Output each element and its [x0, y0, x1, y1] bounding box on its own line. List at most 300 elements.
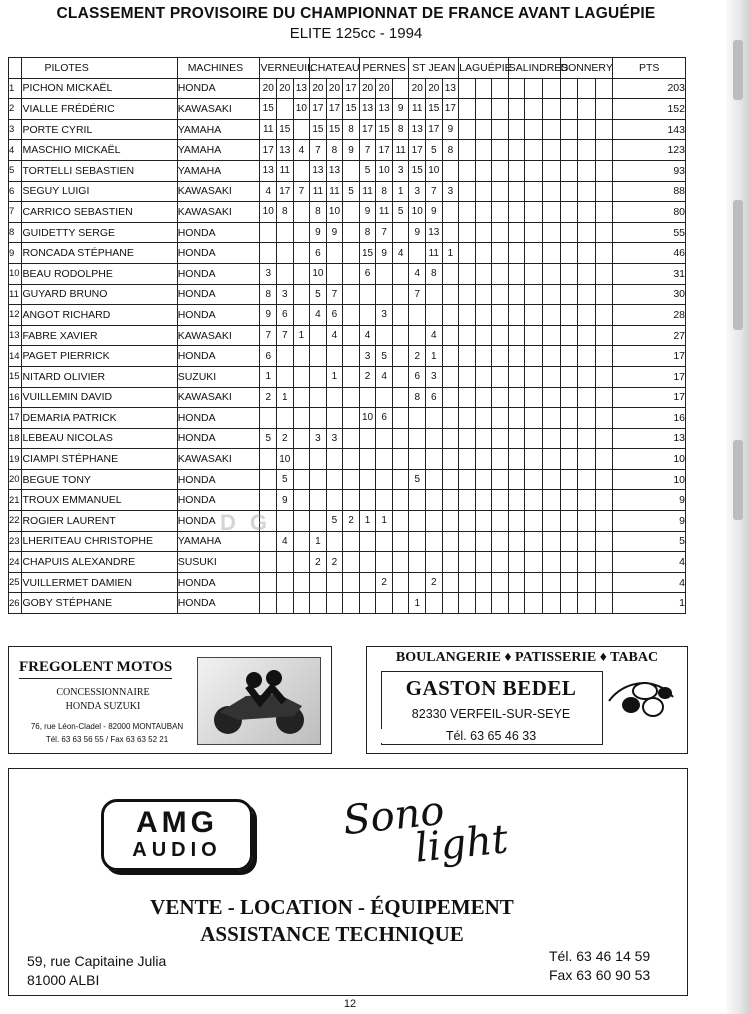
empty-score-cell	[525, 366, 543, 387]
empty-score-cell	[595, 325, 613, 346]
empty-score-cell	[508, 222, 525, 243]
empty-score-cell	[459, 222, 476, 243]
rank-cell: 21	[9, 490, 22, 511]
score-cell: 15	[409, 160, 426, 181]
empty-score-cell	[525, 140, 543, 161]
score-cell	[293, 263, 310, 284]
empty-score-cell	[492, 366, 509, 387]
empty-score-cell	[525, 78, 543, 99]
empty-score-cell	[542, 469, 560, 490]
amg-slogan-2: ASSISTANCE TECHNIQUE	[200, 922, 464, 946]
score-cell	[392, 346, 409, 367]
score-cell	[277, 99, 294, 120]
table-row	[9, 387, 686, 408]
score-cell	[359, 469, 376, 490]
machine-cell: HONDA	[177, 511, 260, 532]
empty-score-cell	[508, 305, 525, 326]
score-cell: 8	[260, 284, 277, 305]
score-cell	[392, 78, 409, 99]
rank-cell: 1	[9, 78, 22, 99]
empty-score-cell	[475, 428, 492, 449]
pilot-name-cell: PICHON MICKAËL	[22, 78, 177, 99]
score-cell	[392, 325, 409, 346]
machine-cell: SUZUKI	[177, 366, 260, 387]
empty-score-cell	[525, 387, 543, 408]
header-event: PERNES	[359, 58, 409, 79]
score-cell	[293, 202, 310, 223]
score-cell	[343, 366, 360, 387]
score-cell	[343, 346, 360, 367]
empty-score-cell	[595, 572, 613, 593]
empty-score-cell	[595, 469, 613, 490]
ad-fregolent-line1: CONCESSIONNAIRE	[56, 687, 150, 698]
empty-score-cell	[560, 366, 578, 387]
empty-score-cell	[475, 202, 492, 223]
points-cell: 46	[613, 243, 686, 264]
score-cell	[392, 408, 409, 429]
empty-score-cell	[595, 366, 613, 387]
machine-cell: HONDA	[177, 593, 260, 614]
empty-score-cell	[525, 593, 543, 614]
points-cell: 152	[613, 99, 686, 120]
score-cell: 3	[442, 181, 459, 202]
score-cell: 4	[260, 181, 277, 202]
score-cell	[442, 552, 459, 573]
score-cell	[442, 511, 459, 532]
pilot-name-cell: PAGET PIERRICK	[22, 346, 177, 367]
score-cell: 10	[426, 160, 443, 181]
score-cell: 20	[359, 78, 376, 99]
score-cell: 11	[310, 181, 327, 202]
score-cell	[293, 511, 310, 532]
empty-score-cell	[560, 449, 578, 470]
empty-score-cell	[492, 263, 509, 284]
score-cell	[359, 387, 376, 408]
pilot-name-cell: CHAPUIS ALEXANDRE	[22, 552, 177, 573]
empty-score-cell	[578, 140, 596, 161]
empty-score-cell	[578, 346, 596, 367]
score-cell	[426, 449, 443, 470]
pilot-name-cell: VUILLERMET DAMIEN	[22, 572, 177, 593]
score-cell	[392, 490, 409, 511]
score-cell	[326, 243, 343, 264]
pilot-name-cell: GUYARD BRUNO	[22, 284, 177, 305]
empty-score-cell	[475, 572, 492, 593]
score-cell: 6	[260, 346, 277, 367]
empty-score-cell	[492, 202, 509, 223]
empty-score-cell	[475, 284, 492, 305]
score-cell	[392, 428, 409, 449]
score-cell	[326, 449, 343, 470]
machine-cell: KAWASAKI	[177, 325, 260, 346]
score-cell: 17	[343, 78, 360, 99]
empty-score-cell	[560, 119, 578, 140]
machine-cell: KAWASAKI	[177, 387, 260, 408]
score-cell: 6	[409, 366, 426, 387]
empty-score-cell	[578, 366, 596, 387]
empty-score-cell	[508, 284, 525, 305]
score-cell	[277, 572, 294, 593]
empty-score-cell	[475, 222, 492, 243]
pilot-name-cell: RONCADA STÉPHANE	[22, 243, 177, 264]
score-cell: 7	[293, 181, 310, 202]
empty-score-cell	[459, 511, 476, 532]
score-cell: 13	[409, 119, 426, 140]
score-cell	[442, 284, 459, 305]
empty-score-cell	[595, 263, 613, 284]
score-cell: 8	[442, 140, 459, 161]
score-cell: 8	[409, 387, 426, 408]
score-cell	[277, 593, 294, 614]
score-cell: 9	[260, 305, 277, 326]
empty-score-cell	[578, 202, 596, 223]
pilot-name-cell: PORTE CYRIL	[22, 119, 177, 140]
score-cell: 2	[326, 552, 343, 573]
score-cell: 7	[376, 222, 393, 243]
empty-score-cell	[578, 469, 596, 490]
empty-score-cell	[595, 531, 613, 552]
ad-bedel-header: BOULANGERIE ♦ PATISSERIE ♦ TABAC	[395, 650, 659, 665]
score-cell: 6	[326, 305, 343, 326]
score-cell	[426, 408, 443, 429]
header-pts: PTS	[613, 58, 686, 79]
score-cell	[442, 160, 459, 181]
score-cell: 8	[326, 140, 343, 161]
score-cell	[293, 469, 310, 490]
score-cell	[376, 469, 393, 490]
score-cell: 6	[376, 408, 393, 429]
empty-score-cell	[459, 284, 476, 305]
score-cell: 20	[277, 78, 294, 99]
score-cell	[260, 552, 277, 573]
empty-score-cell	[578, 99, 596, 120]
score-cell: 9	[409, 222, 426, 243]
empty-score-cell	[560, 593, 578, 614]
score-cell: 17	[326, 99, 343, 120]
empty-score-cell	[459, 202, 476, 223]
score-cell	[392, 263, 409, 284]
score-cell	[409, 305, 426, 326]
empty-score-cell	[459, 263, 476, 284]
empty-score-cell	[525, 469, 543, 490]
score-cell: 10	[326, 202, 343, 223]
points-cell: 17	[613, 346, 686, 367]
score-cell: 11	[376, 202, 393, 223]
rank-cell: 5	[9, 160, 22, 181]
empty-score-cell	[542, 449, 560, 470]
points-cell: 4	[613, 552, 686, 573]
empty-score-cell	[560, 490, 578, 511]
empty-score-cell	[578, 181, 596, 202]
rank-cell: 19	[9, 449, 22, 470]
empty-score-cell	[542, 305, 560, 326]
score-cell	[326, 263, 343, 284]
empty-score-cell	[560, 387, 578, 408]
empty-score-cell	[595, 593, 613, 614]
header-event: CHATEAU	[310, 58, 360, 79]
score-cell	[260, 511, 277, 532]
score-cell	[442, 346, 459, 367]
empty-score-cell	[492, 78, 509, 99]
score-cell	[293, 243, 310, 264]
header-machines: MACHINES	[177, 58, 260, 79]
score-cell: 6	[310, 243, 327, 264]
empty-score-cell	[508, 202, 525, 223]
empty-score-cell	[542, 531, 560, 552]
empty-score-cell	[475, 531, 492, 552]
score-cell	[392, 284, 409, 305]
points-cell: 55	[613, 222, 686, 243]
empty-score-cell	[525, 408, 543, 429]
table-row	[9, 552, 686, 573]
empty-score-cell	[475, 387, 492, 408]
rank-cell: 12	[9, 305, 22, 326]
table-row	[9, 511, 686, 532]
empty-score-cell	[542, 572, 560, 593]
empty-score-cell	[578, 160, 596, 181]
machine-cell: KAWASAKI	[177, 202, 260, 223]
empty-score-cell	[492, 305, 509, 326]
rank-cell: 18	[9, 428, 22, 449]
empty-score-cell	[595, 202, 613, 223]
score-cell: 20	[310, 78, 327, 99]
rank-cell: 7	[9, 202, 22, 223]
score-cell: 2	[376, 572, 393, 593]
table-row	[9, 408, 686, 429]
score-cell	[343, 572, 360, 593]
empty-score-cell	[542, 387, 560, 408]
score-cell	[343, 428, 360, 449]
machine-cell: YAMAHA	[177, 119, 260, 140]
score-cell: 9	[277, 490, 294, 511]
empty-score-cell	[542, 428, 560, 449]
empty-score-cell	[578, 305, 596, 326]
machine-cell: HONDA	[177, 572, 260, 593]
amg-address-1: 59, rue Capitaine Julia	[27, 953, 167, 969]
rank-cell: 14	[9, 346, 22, 367]
empty-score-cell	[525, 572, 543, 593]
score-cell: 4	[277, 531, 294, 552]
table-row	[9, 572, 686, 593]
score-cell: 2	[343, 511, 360, 532]
empty-score-cell	[508, 552, 525, 573]
score-cell: 13	[376, 99, 393, 120]
empty-score-cell	[560, 469, 578, 490]
score-cell: 13	[442, 78, 459, 99]
empty-score-cell	[560, 243, 578, 264]
score-cell	[310, 449, 327, 470]
table-row	[9, 531, 686, 552]
empty-score-cell	[475, 346, 492, 367]
empty-score-cell	[525, 511, 543, 532]
score-cell	[343, 263, 360, 284]
score-cell	[343, 202, 360, 223]
empty-score-cell	[508, 325, 525, 346]
amg-address-2: 81000 ALBI	[27, 972, 100, 988]
score-cell	[293, 346, 310, 367]
rank-cell: 9	[9, 243, 22, 264]
score-cell	[392, 511, 409, 532]
score-cell: 4	[359, 325, 376, 346]
score-cell: 17	[376, 140, 393, 161]
rank-cell: 8	[9, 222, 22, 243]
score-cell	[392, 531, 409, 552]
empty-score-cell	[560, 552, 578, 573]
score-cell: 3	[277, 284, 294, 305]
empty-score-cell	[508, 490, 525, 511]
empty-score-cell	[560, 346, 578, 367]
score-cell	[392, 552, 409, 573]
score-cell: 5	[392, 202, 409, 223]
empty-score-cell	[525, 202, 543, 223]
empty-score-cell	[595, 99, 613, 120]
pilot-name-cell: CIAMPI STÉPHANE	[22, 449, 177, 470]
table-row	[9, 263, 686, 284]
empty-score-cell	[459, 305, 476, 326]
rank-cell: 22	[9, 511, 22, 532]
empty-score-cell	[595, 346, 613, 367]
pilot-name-cell: LEBEAU NICOLAS	[22, 428, 177, 449]
points-cell: 123	[613, 140, 686, 161]
empty-score-cell	[560, 181, 578, 202]
pilot-name-cell: ROGIER LAURENT	[22, 511, 177, 532]
empty-score-cell	[459, 387, 476, 408]
score-cell: 6	[426, 387, 443, 408]
empty-score-cell	[492, 387, 509, 408]
score-cell	[343, 469, 360, 490]
score-cell	[442, 366, 459, 387]
machine-cell: HONDA	[177, 346, 260, 367]
points-cell: 13	[613, 428, 686, 449]
score-cell	[376, 428, 393, 449]
score-cell: 15	[277, 119, 294, 140]
empty-score-cell	[459, 181, 476, 202]
score-cell: 20	[260, 78, 277, 99]
empty-score-cell	[542, 346, 560, 367]
machine-cell: YAMAHA	[177, 160, 260, 181]
score-cell: 10	[260, 202, 277, 223]
empty-score-cell	[560, 511, 578, 532]
score-cell: 1	[260, 366, 277, 387]
empty-score-cell	[459, 428, 476, 449]
empty-score-cell	[475, 78, 492, 99]
empty-score-cell	[525, 305, 543, 326]
empty-score-cell	[542, 78, 560, 99]
score-cell	[293, 366, 310, 387]
pilot-name-cell: TROUX EMMANUEL	[22, 490, 177, 511]
score-cell: 13	[277, 140, 294, 161]
empty-score-cell	[492, 490, 509, 511]
rank-cell: 6	[9, 181, 22, 202]
score-cell: 8	[426, 263, 443, 284]
empty-score-cell	[492, 511, 509, 532]
score-cell	[293, 305, 310, 326]
score-cell: 1	[293, 325, 310, 346]
score-cell	[293, 593, 310, 614]
score-cell	[293, 490, 310, 511]
empty-score-cell	[542, 160, 560, 181]
score-cell	[359, 428, 376, 449]
score-cell	[343, 284, 360, 305]
empty-score-cell	[492, 572, 509, 593]
score-cell	[326, 531, 343, 552]
page-number: 12	[343, 998, 357, 1010]
empty-score-cell	[525, 449, 543, 470]
machine-cell: HONDA	[177, 408, 260, 429]
empty-score-cell	[492, 243, 509, 264]
empty-score-cell	[560, 160, 578, 181]
empty-score-cell	[475, 408, 492, 429]
rank-cell: 4	[9, 140, 22, 161]
empty-score-cell	[542, 325, 560, 346]
score-cell: 13	[326, 160, 343, 181]
score-cell: 8	[359, 222, 376, 243]
score-cell	[442, 572, 459, 593]
score-cell	[310, 366, 327, 387]
empty-score-cell	[595, 552, 613, 573]
empty-score-cell	[595, 140, 613, 161]
score-cell: 4	[392, 243, 409, 264]
score-cell: 3	[392, 160, 409, 181]
empty-score-cell	[475, 593, 492, 614]
empty-score-cell	[560, 325, 578, 346]
table-row	[9, 140, 686, 161]
empty-score-cell	[492, 222, 509, 243]
empty-score-cell	[508, 387, 525, 408]
empty-score-cell	[578, 593, 596, 614]
score-cell: 20	[426, 78, 443, 99]
machine-cell: HONDA	[177, 263, 260, 284]
header-event: ST JEAN	[409, 58, 459, 79]
score-cell: 5	[426, 140, 443, 161]
score-cell	[260, 243, 277, 264]
score-cell: 11	[260, 119, 277, 140]
score-cell	[359, 449, 376, 470]
score-cell: 15	[310, 119, 327, 140]
score-cell	[409, 511, 426, 532]
empty-score-cell	[459, 469, 476, 490]
empty-score-cell	[525, 284, 543, 305]
points-cell: 16	[613, 408, 686, 429]
score-cell: 4	[376, 366, 393, 387]
score-cell	[426, 469, 443, 490]
header-event: VERNEUIL	[260, 58, 310, 79]
empty-score-cell	[508, 531, 525, 552]
empty-score-cell	[475, 449, 492, 470]
score-cell	[392, 305, 409, 326]
pilot-name-cell: VIALLE FRÉDÉRIC	[22, 99, 177, 120]
score-cell: 3	[359, 346, 376, 367]
score-cell: 10	[409, 202, 426, 223]
empty-score-cell	[542, 552, 560, 573]
score-cell: 17	[442, 99, 459, 120]
pilot-name-cell: BEGUE TONY	[22, 469, 177, 490]
machine-cell: YAMAHA	[177, 140, 260, 161]
score-cell: 13	[310, 160, 327, 181]
score-cell	[277, 552, 294, 573]
pilot-name-cell: LHERITEAU CHRISTOPHE	[22, 531, 177, 552]
score-cell	[277, 222, 294, 243]
empty-score-cell	[508, 511, 525, 532]
score-cell	[260, 408, 277, 429]
empty-score-cell	[595, 387, 613, 408]
score-cell: 3	[376, 305, 393, 326]
pilot-name-cell: GOBY STÉPHANE	[22, 593, 177, 614]
rank-cell: 2	[9, 99, 22, 120]
empty-score-cell	[459, 243, 476, 264]
empty-score-cell	[459, 593, 476, 614]
empty-score-cell	[560, 140, 578, 161]
